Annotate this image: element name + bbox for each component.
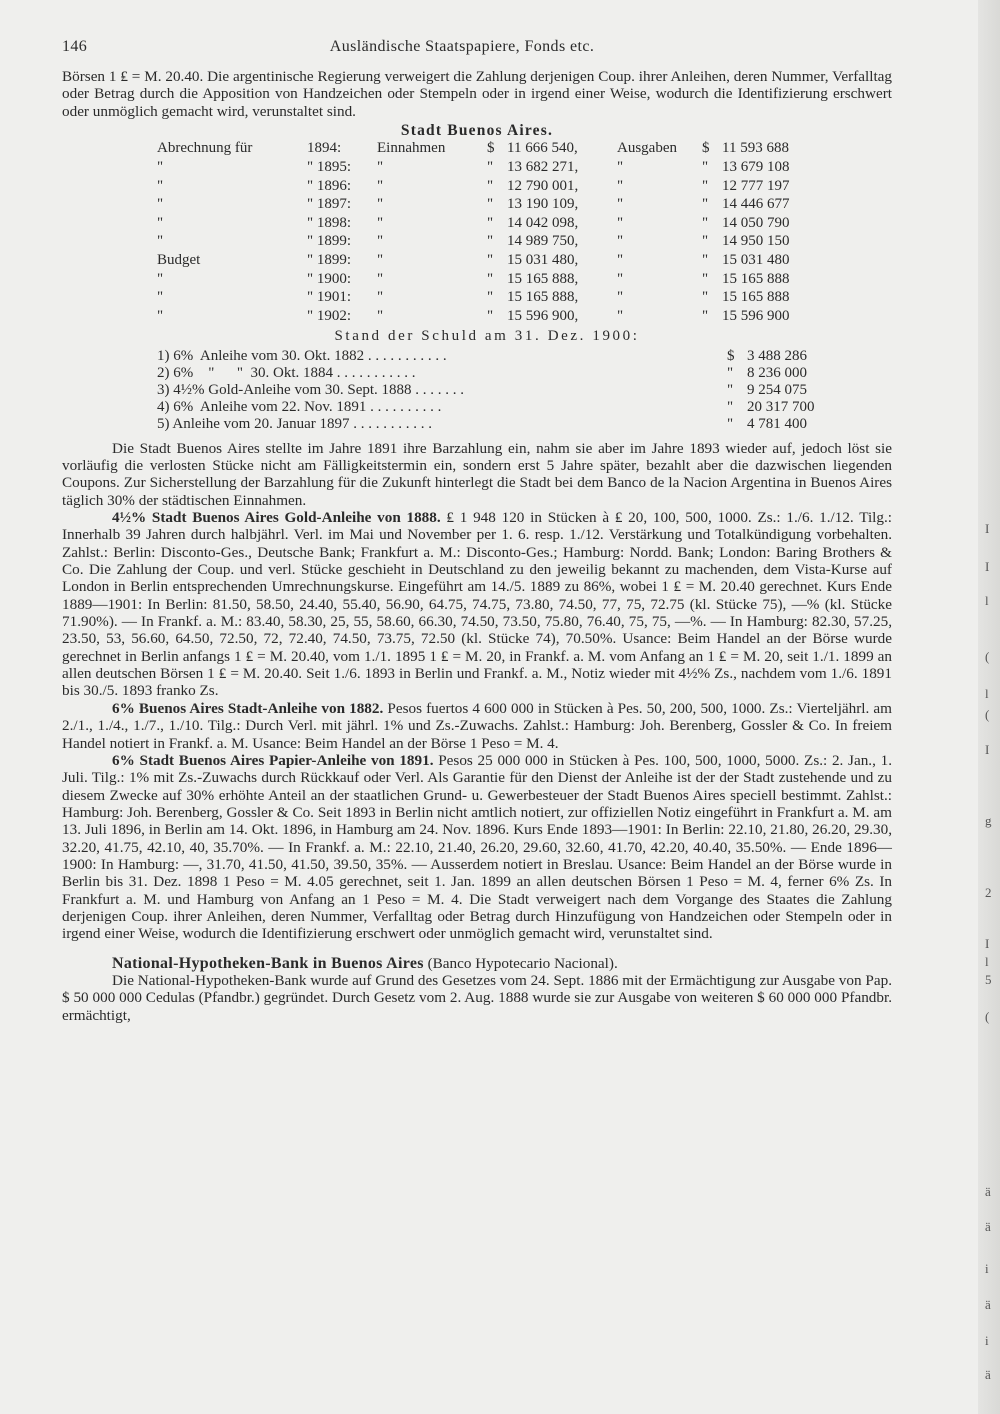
account-exp-label: " xyxy=(617,233,624,250)
account-inc-cur: " xyxy=(487,289,494,306)
debt-label: 2) 6% " " 30. Okt. 1884 . . . . . . . . . . . xyxy=(157,364,416,381)
account-expenditure: 11 593 688 xyxy=(722,140,789,157)
account-label: " xyxy=(157,233,164,250)
account-inc-cur: " xyxy=(487,251,494,268)
account-year: " 1899: xyxy=(307,251,352,268)
account-year: " 1897: xyxy=(307,196,352,213)
bank-heading: National-Hypotheken-Bank in Buenos Aires xyxy=(112,954,424,972)
cash-payment-paragraph: Die Stadt Buenos Aires stellte im Jahre 1891 ihre Barzahlung ein, nahm sie aber im Jahre 1893 wieder auf, jedoch löst sie vorläufig die verlosten Stücke nicht am Fälligkeitstermin ein, sondern erst 5 Jahre später, bezahlt aber die dazwischen liegenden Coupons. Zur Sicherstellung der Barzahlung für die Zukunft hinterlegt die Stadt bei dem Banco de la Nacion Argentina in Buenos Aires täglich 30% der städtischen Einnahmen. xyxy=(62,439,892,509)
account-spacer xyxy=(287,232,307,251)
account-label: " xyxy=(157,270,164,287)
account-inc-label: Einnahmen xyxy=(377,140,446,157)
account-inc-label: " xyxy=(377,270,384,287)
debt-row xyxy=(157,399,822,416)
account-year: " 1898: xyxy=(307,214,352,231)
account-exp-label: " xyxy=(617,158,624,175)
account-expenditure: 15 031 480 xyxy=(722,251,790,268)
account-year: " 1900: xyxy=(307,270,352,287)
account-row xyxy=(157,232,822,251)
account-year: " 1896: xyxy=(307,177,352,194)
account-exp-label: " xyxy=(617,177,624,194)
account-income: 15 031 480, xyxy=(507,251,579,268)
loan-1888-paragraph xyxy=(62,509,892,700)
account-year: " 1901: xyxy=(307,289,352,306)
account-label: " xyxy=(157,177,164,194)
bank-heading-line xyxy=(62,955,892,972)
debt-row xyxy=(157,416,822,433)
debt-row xyxy=(157,382,822,399)
account-inc-label: " xyxy=(377,251,384,268)
account-spacer xyxy=(287,307,307,326)
account-inc-cur: " xyxy=(487,270,494,287)
debt-amount: 4 781 400 xyxy=(747,416,807,433)
loan-1891-heading: 6% Stadt Buenos Aires Papier-Anleihe von 1891. xyxy=(112,751,434,769)
account-year: " 1899: xyxy=(307,233,352,250)
account-spacer xyxy=(287,214,307,233)
account-expenditure: 15 165 888 xyxy=(722,289,790,306)
account-exp-label: " xyxy=(617,289,624,306)
account-spacer xyxy=(287,251,307,270)
account-exp-cur: " xyxy=(702,270,709,287)
account-inc-label: " xyxy=(377,307,384,324)
account-year: " 1902: xyxy=(307,307,352,324)
debt-amount: 3 488 286 xyxy=(747,347,807,364)
running-title: Ausländische Staatspapiere, Fonds etc. xyxy=(329,38,595,55)
account-row xyxy=(157,307,822,326)
running-header xyxy=(62,38,892,68)
account-inc-cur: " xyxy=(487,196,494,213)
account-spacer xyxy=(287,288,307,307)
account-year: " 1895: xyxy=(307,158,352,175)
account-inc-label: " xyxy=(377,289,384,306)
margin-mark: I xyxy=(985,521,990,536)
margin-mark: i xyxy=(985,1333,989,1348)
account-expenditure: 14 950 150 xyxy=(722,233,790,250)
margin-mark: ä xyxy=(985,1184,991,1199)
page-content xyxy=(62,38,892,1024)
debt-row xyxy=(157,365,822,382)
margin-mark: ä xyxy=(985,1219,991,1234)
account-exp-label: " xyxy=(617,307,624,324)
margin-mark: i xyxy=(985,1261,989,1276)
loan-1882-heading: 6% Buenos Aires Stadt-Anleihe von 1882. xyxy=(112,699,384,717)
account-inc-label: " xyxy=(377,158,384,175)
account-label: " xyxy=(157,214,164,231)
account-spacer xyxy=(287,158,307,177)
debt-label: 4) 6% Anleihe vom 22. Nov. 1891 . . . . . . . . . . xyxy=(157,399,442,416)
loan-1888-text: ₤ 1 948 120 in Stücken à ₤ 20, 100, 500, 1000. Zs.: 1./6. 1./12. Tilg.: Innerhalb 39 Jahren durch halbjährl. Verl. im Mai und November per 1. 6. resp. 1./12. Verstärkung und Totalkündigung vorbehalten. Zahlst.: Berlin: Disconto-Ges., Deutsche Bank; Frankfurt a. M.: Disconto-Ges.; Hamburg: Nordd. Bank; London: Baring Brothers & Co. Die Zahlung der Coup. und verl. Stücke geschieht in Deutschland zu den jeweilig bekannt zu machenden, dem Vista-Kurse auf London in Berlin entsprechenden Umrechnungskurse. Eingeführt am 14./5. 1889 zu 86%, wobei 1 ₤ = M. 20.40 gerechnet. Kurs Ende 1889—1901: In Berlin: 81.50, 58.50, 24.40, 55.40, 56.90, 64.75, 74.75, 73.80, 74.50, 77, 75, 72.75 (kl. Stücke 75), —% (kl. Stücke 71.90%). — In Frankf. a. M.: 83.40, 58.30, 25, 55, 58.60, 66.30, 74.50, 73.50, 75.80, 76.40, 75, 75, —%. — In Hamburg: 82.30, 57.25, 23.50, 53, 56.60, 64.50, 72.50, 72, 72.40, 74.50, 73.75, 72.50 (kl. Stücke 74), 70.50%. Usance: Beim Handel an der Börse wurde gerechnet in Berlin anfangs 1 ₤ = M. 20.40, vom 1./1. 1895 1 ₤ = M. 20, in Frankf. a. M. vom Anfang an 1 ₤ = M. 20, seit 1./1. 1899 an allen deutschen Börsen 1 ₤ = M. 20.40. Seit 1./6. 1893 in Berlin und Frankf. a. M., Notiz wieder mit 4½% Zs., nachdem vom 1./6. 1891 bis 30./5. 1893 franko Zs. xyxy=(62,509,892,700)
page-number: 146 xyxy=(62,38,88,55)
margin-mark: ( xyxy=(985,1009,990,1024)
account-label: Budget xyxy=(157,251,201,268)
account-inc-label: " xyxy=(377,177,384,194)
loan-1882-text: Pesos fuertos 4 600 000 in Stücken à Pes. 50, 200, 500, 1000. Zs.: Vierteljährl. am 2./1., 1./4., 1./7., 1./10. Tilg.: Durch Verl. mit jährl. 1% und Zs.-Zuwachs. Zahlst.: Hamburg: Joh. Berenberg, Gossler & Co. In freiem Handel notiert in Frankf. a. M. Usance: Beim Handel an der Börse 1 Peso = M. 4. xyxy=(62,699,892,752)
margin-mark: I xyxy=(985,936,990,951)
debt-table xyxy=(157,348,822,434)
debt-cur: " xyxy=(727,364,734,381)
account-row xyxy=(157,251,822,270)
margin-mark: l xyxy=(985,686,989,701)
account-income: 14 989 750, xyxy=(507,233,579,250)
margin-mark: ä xyxy=(985,1297,991,1312)
account-exp-cur: $ xyxy=(702,140,710,157)
debt-title: Stand der Schuld am 31. Dez. 1900: xyxy=(334,328,640,345)
account-exp-cur: " xyxy=(702,177,709,194)
margin-mark: I xyxy=(985,559,990,574)
accounts-table xyxy=(157,139,822,325)
account-year: 1894: xyxy=(307,140,342,157)
account-spacer xyxy=(287,195,307,214)
account-income: 15 596 900, xyxy=(507,307,579,324)
debt-amount: 20 317 700 xyxy=(747,399,815,416)
account-inc-label: " xyxy=(377,233,384,250)
debt-row xyxy=(157,348,822,365)
account-inc-label: " xyxy=(377,214,384,231)
debt-label: 3) 4½% Gold-Anleihe vom 30. Sept. 1888 . . . . . . . xyxy=(157,382,465,399)
margin-bleedthrough xyxy=(985,0,997,1414)
account-row xyxy=(157,139,822,158)
margin-mark: I xyxy=(985,742,990,757)
account-exp-label: " xyxy=(617,270,624,287)
account-row xyxy=(157,288,822,307)
account-label: " xyxy=(157,307,164,324)
loan-1888-heading: 4½% Stadt Buenos Aires Gold-Anleihe von 1888. xyxy=(112,509,441,527)
account-exp-cur: " xyxy=(702,289,709,306)
account-inc-cur: " xyxy=(487,158,494,175)
account-income: 11 666 540, xyxy=(507,140,578,157)
margin-mark: l xyxy=(985,954,989,969)
account-exp-cur: " xyxy=(702,158,709,175)
account-exp-cur: " xyxy=(702,196,709,213)
debt-label: 5) Anleihe vom 20. Januar 1897 . . . . . . . . . . . xyxy=(157,416,432,433)
account-expenditure: 13 679 108 xyxy=(722,158,790,175)
account-income: 13 682 271, xyxy=(507,158,579,175)
account-spacer xyxy=(287,139,307,158)
account-inc-cur: " xyxy=(487,177,494,194)
account-spacer xyxy=(287,270,307,289)
account-row xyxy=(157,158,822,177)
loan-1891-text: Pesos 25 000 000 in Stücken à Pes. 100, 500, 1000, 5000. Zs.: 2. Jan., 1. Juli. Tilg.: 1% mit Zs.-Zuwachs durch Rückkauf oder Verl. Als Garantie für den Dienst der Anleihe ist der der Stadt zustehende und zu diesem Zwecke auf 30% erhöhte Anteil an der staatlichen Grund- u. Gewerbesteuer der Stadt Buenos Aires speciell bestimmt. Zahlst.: Hamburg: Joh. Berenberg, Gossler & Co. Seit 1893 in Berlin nicht amtlich notiert, zur offiziellen Notiz eingeführt in Frankfurt a. M. am 13. Juli 1896, in Berlin am 14. Okt. 1896, in Hamburg am 24. Nov. 1896. Kurs Ende 1893—1901: In Berlin: 22.10, 21.80, 26.20, 29.30, 32.20, 41.75, 42.10, 40, 35.70%. — In Frankf. a. M.: 22.10, 21.40, 26.20, 29.60, 32.60, 41.70, 42.20, 40.40, 35.50%. — Ende 1896—1900: In Hamburg: —, 31.70, 41.50, 41.50, 39.50, 35%. — Ausserdem notiert in Breslau. Usance: Beim Handel an der Börse wurde in Berlin bis 31. Dez. 1898 1 Peso = M. 4.05 gerechnet, seit 1. Jan. 1899 an allen deutschen Börsen 1 Peso = M. 4, ferner 6% Zs. In Frankfurt a. M. und Hamburg von Anfang an 1 Peso = M. 4. Die Stadt verweigert nach dem Vorgange des Staates die Zahlung derjenigen Coup. ihrer Anleihen, deren Nummer, Verfalltag oder Betrag durch Hinzufügung von Handzeichen oder Stempeln oder in irgend einer Weise, wodurch die Identifizierung erschwert oder unmöglich gemacht wird, verunstaltet sind. xyxy=(62,751,893,943)
account-exp-label: Ausgaben xyxy=(617,140,677,157)
margin-mark: ( xyxy=(985,707,990,722)
loan-1891-paragraph xyxy=(62,752,892,943)
account-row xyxy=(157,270,822,289)
account-spacer xyxy=(287,177,307,196)
account-exp-label: " xyxy=(617,196,624,213)
account-label: " xyxy=(157,289,164,306)
account-inc-cur: $ xyxy=(487,140,495,157)
margin-mark: l xyxy=(985,593,989,608)
debt-amount: 9 254 075 xyxy=(747,382,807,399)
loan-1882-paragraph xyxy=(62,700,892,752)
debt-cur: " xyxy=(727,382,734,399)
debt-cur: " xyxy=(727,416,734,433)
account-label: Abrechnung für xyxy=(157,140,253,157)
account-inc-cur: " xyxy=(487,233,494,250)
account-inc-cur: " xyxy=(487,214,494,231)
section-title-city: Stadt Buenos Aires. xyxy=(400,122,554,140)
account-inc-label: " xyxy=(377,196,384,213)
margin-mark: ( xyxy=(985,649,990,664)
debt-amount: 8 236 000 xyxy=(747,364,807,381)
margin-mark: 5 xyxy=(985,972,992,987)
account-income: 15 165 888, xyxy=(507,270,579,287)
account-income: 14 042 098, xyxy=(507,214,579,231)
intro-paragraph: Börsen 1 ₤ = M. 20.40. Die argentinische Regierung verweigert die Zahlung derjenigen Coup. ihrer Anleihen, deren Nummer, Verfalltag oder Betrag durch die Apposition von Handzeichen oder Stempeln oder in irgend einer Weise, wodurch die Identifizierung erschwert oder unmöglich gemacht wird, verunstaltet sind. xyxy=(62,68,892,120)
account-exp-label: " xyxy=(617,251,624,268)
account-label: " xyxy=(157,158,164,175)
debt-label: 1) 6% Anleihe vom 30. Okt. 1882 . . . . . . . . . . . xyxy=(157,347,447,364)
account-inc-cur: " xyxy=(487,307,494,324)
account-row xyxy=(157,214,822,233)
account-expenditure: 14 446 677 xyxy=(722,196,790,213)
account-exp-cur: " xyxy=(702,307,709,324)
account-exp-label: " xyxy=(617,214,624,231)
margin-mark: g xyxy=(985,813,992,828)
account-expenditure: 14 050 790 xyxy=(722,214,790,231)
account-income: 12 790 001, xyxy=(507,177,579,194)
account-exp-cur: " xyxy=(702,251,709,268)
account-income: 13 190 109, xyxy=(507,196,579,213)
margin-mark: ä xyxy=(985,1367,991,1382)
margin-mark: 2 xyxy=(985,885,992,900)
account-exp-cur: " xyxy=(702,233,709,250)
bank-heading-suffix: (Banco Hypotecario Nacional). xyxy=(427,954,618,972)
account-label: " xyxy=(157,196,164,213)
account-row xyxy=(157,177,822,196)
account-income: 15 165 888, xyxy=(507,289,579,306)
debt-cur: " xyxy=(727,399,734,416)
account-exp-cur: " xyxy=(702,214,709,231)
bank-paragraph: Die National-Hypotheken-Bank wurde auf Grund des Gesetzes vom 24. Sept. 1886 mit der Ermächtigung zur Ausgabe von Pap. $ 50 000 000 Cedulas (Pfandbr.) gegründet. Durch Gesetz vom 2. Aug. 1888 wurde sie zur Ausgabe von weiteren $ 60 000 000 Pfandbr. ermächtigt, xyxy=(62,971,892,1024)
account-expenditure: 15 165 888 xyxy=(722,270,790,287)
account-row xyxy=(157,195,822,214)
account-expenditure: 12 777 197 xyxy=(722,177,790,194)
debt-cur: $ xyxy=(727,347,735,364)
account-expenditure: 15 596 900 xyxy=(722,307,790,324)
